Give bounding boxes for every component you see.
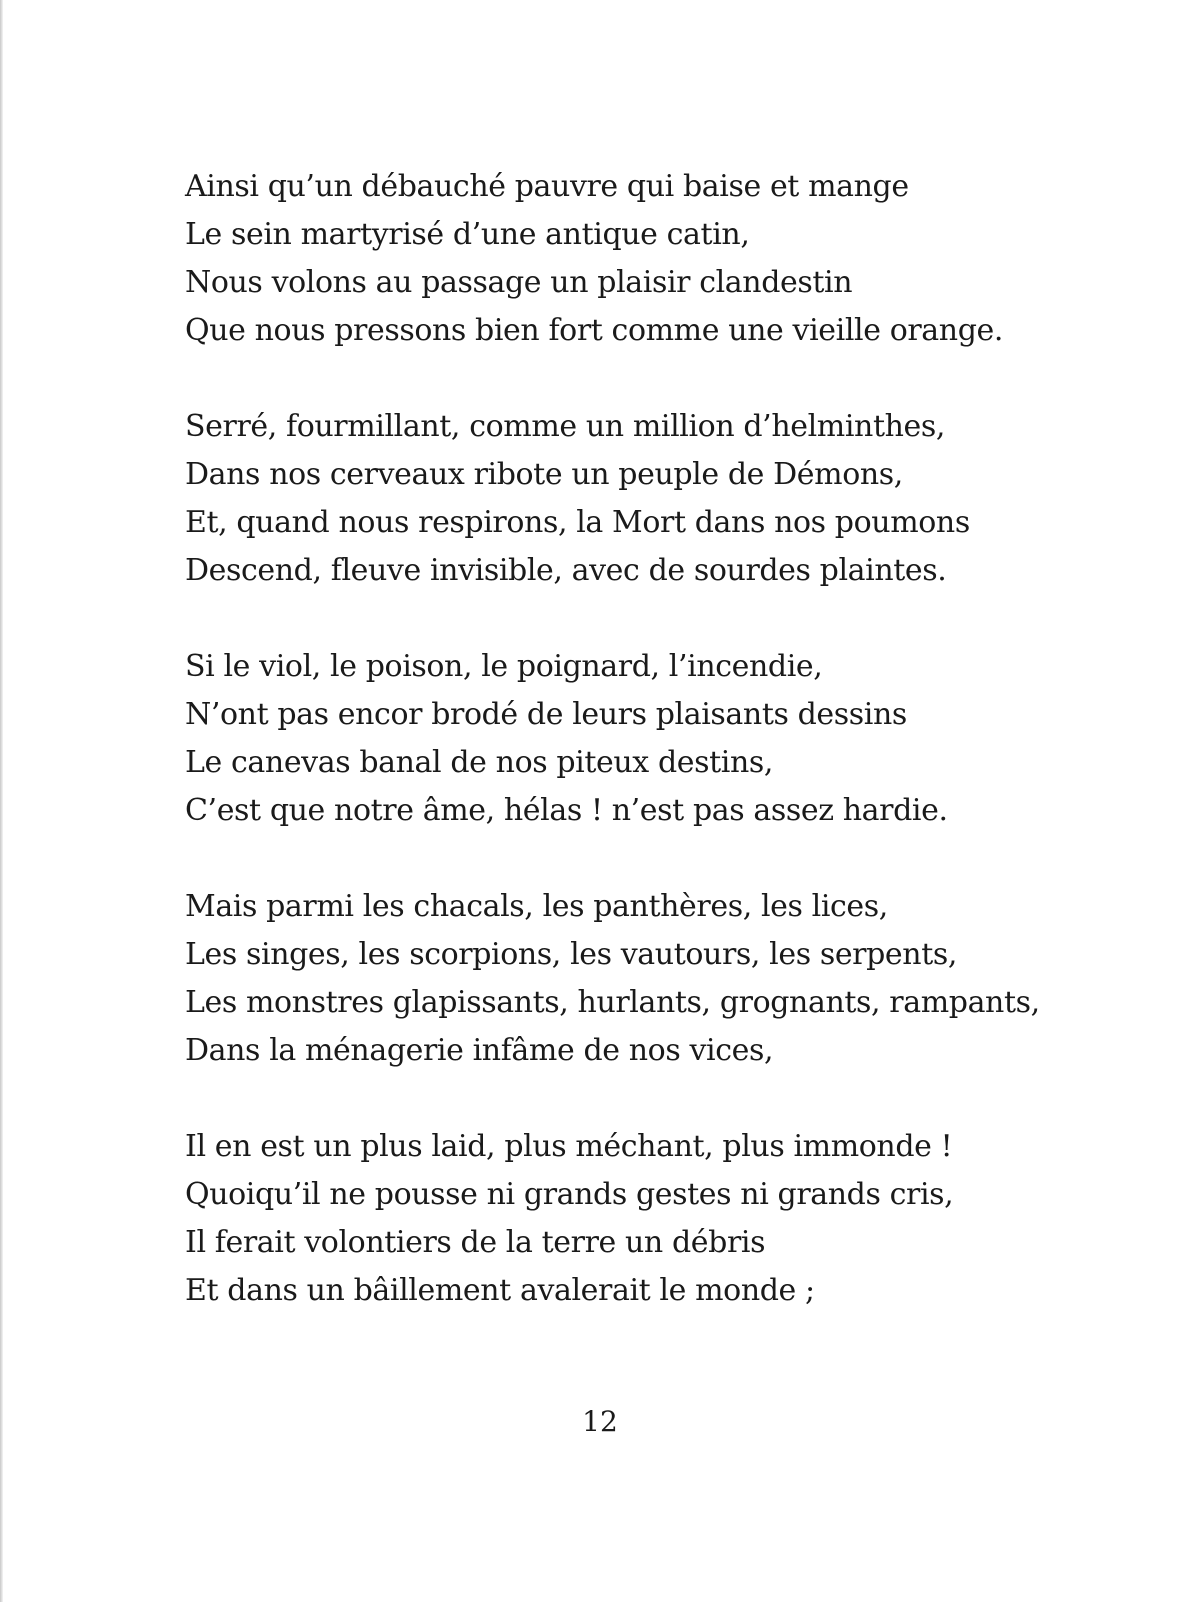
stanza-2: [185, 403, 1085, 595]
stanza-1: [185, 163, 1085, 355]
verse-line: Les singes, les scorpions, les vautours, les serpents,: [185, 937, 957, 972]
verse-line: Il ferait volontiers de la terre un débris: [185, 1225, 766, 1260]
poem: [185, 163, 1085, 1363]
verse-line: Et dans un bâillement avalerait le monde ;: [185, 1273, 815, 1308]
verse-line: Les monstres glapissants, hurlants, grognants, rampants,: [185, 985, 1040, 1020]
stanza-5: [185, 1123, 1085, 1315]
verse-line: Serré, fourmillant, comme un million d’helminthes,: [185, 409, 946, 444]
verse-line: Il en est un plus laid, plus méchant, plus immonde !: [185, 1129, 953, 1164]
verse-line: C’est que notre âme, hélas ! n’est pas assez hardie.: [185, 793, 948, 828]
verse-line: Le sein martyrisé d’une antique catin,: [185, 217, 750, 252]
verse-line: Et, quand nous respirons, la Mort dans nos poumons: [185, 505, 970, 540]
stanza-4: [185, 883, 1085, 1075]
scan-edge: [0, 0, 3, 1602]
verse-line: Dans nos cerveaux ribote un peuple de Démons,: [185, 457, 903, 492]
page-number: 12: [582, 1405, 618, 1438]
verse-line: Nous volons au passage un plaisir clandestin: [185, 265, 853, 300]
verse-line: Mais parmi les chacals, les panthères, les lices,: [185, 889, 888, 924]
verse-line: Si le viol, le poison, le poignard, l’incendie,: [185, 649, 823, 684]
verse-line: Descend, fleuve invisible, avec de sourdes plaintes.: [185, 553, 947, 588]
verse-line: Ainsi qu’un débauché pauvre qui baise et mange: [185, 169, 909, 204]
verse-line: Le canevas banal de nos piteux destins,: [185, 745, 774, 780]
verse-line: Que nous pressons bien fort comme une vieille orange.: [185, 313, 1004, 348]
verse-line: Dans la ménagerie infâme de nos vices,: [185, 1033, 774, 1068]
verse-line: N’ont pas encor brodé de leurs plaisants dessins: [185, 697, 907, 732]
verse-line: Quoiqu’il ne pousse ni grands gestes ni grands cris,: [185, 1177, 954, 1212]
stanza-3: [185, 643, 1085, 835]
